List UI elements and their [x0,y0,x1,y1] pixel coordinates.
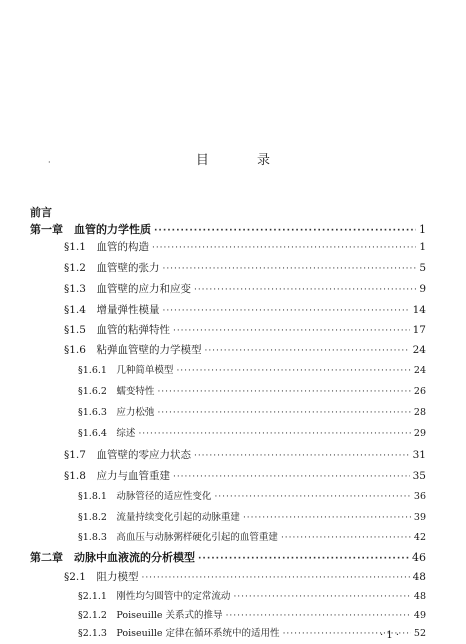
toc-entry-label: §1.6.4 综述 [78,428,136,439]
toc-entry-label: §1.6 粘弹血管壁的力学模型 [64,344,202,356]
toc-section [64,302,426,319]
toc-entry-page: 26 [413,386,426,397]
toc-section [64,260,426,277]
dot-leader [214,489,410,505]
toc-entry-label: §1.6.1 几种简单模型 [78,365,174,376]
page-title: 目 录 [195,153,293,168]
toc-subsection [78,510,426,526]
dot-leader [176,363,410,379]
toc-entry-label: §1.3 血管壁的应力和应变 [64,283,191,295]
toc-entry-page: 52 [413,628,426,639]
toc-entry-label: §2.1.1 刚性均匀圆管中的定常流动 [78,591,231,602]
toc-section [64,342,426,359]
toc-entry-label: §1.1 血管的构造 [64,241,149,253]
toc-entry-label: §1.8 应力与血管重建 [64,470,170,482]
toc-section [64,239,426,256]
toc-entry-page: 29 [413,428,426,439]
toc-entry-page: 1 [419,223,426,236]
toc-entry-label: §1.6.2 蠕变特性 [78,386,155,397]
dot-leader [141,570,409,586]
dot-leader [194,282,416,298]
toc-entry-page: 39 [413,512,426,523]
toc-entry-page: 46 [412,551,426,564]
toc-subsection [78,426,426,442]
toc-entry-page: 17 [412,324,426,336]
toc-entry-page: 48 [412,571,426,583]
dot-leader [194,448,410,464]
dot-leader [162,303,409,319]
dot-leader [226,608,411,624]
toc-subsection [78,363,426,379]
toc-entry-page: 14 [412,304,426,316]
toc-entry-label: §1.5 血管的粘弹特性 [64,324,170,336]
toc-subsection [78,608,426,624]
toc-entry-label: §1.6.3 应力松弛 [78,407,155,418]
toc-preface [30,205,52,221]
toc-entry-page: 31 [412,449,426,461]
dot-leader [138,426,410,442]
toc-section [64,569,426,586]
toc-section [64,322,426,339]
toc-chapter-2 [30,550,426,567]
dot-leader [173,469,410,485]
toc-entry-page: 9 [419,283,426,295]
stray-mark: · [48,158,51,167]
toc-subsection [78,626,426,642]
dot-leader [157,384,410,400]
dot-leader [243,510,411,526]
toc-entry-page: 49 [413,610,426,621]
toc-entry-label: §2.1.3 Poiseuille 定律在循环系统中的适用性 [78,628,280,639]
toc-entry-label: §1.4 增量弹性模量 [64,304,160,316]
dot-leader [154,223,416,239]
dot-leader [204,343,409,359]
dot-leader [233,589,410,605]
preface-label: 前言 [30,206,52,219]
toc-entry-page: 28 [413,407,426,418]
toc-section [64,447,426,464]
toc-subsection [78,405,426,421]
toc-entry-page: 1 [419,241,426,253]
toc-subsection [78,589,426,605]
toc-entry-label: §1.8.1 动脉管径的适应性变化 [78,491,212,502]
toc-entry-page: 36 [413,491,426,502]
toc-section [64,281,426,298]
dot-leader [152,240,416,256]
toc-chapter-1 [30,222,426,239]
page-number: · 1 · [380,630,400,641]
dot-leader [173,323,410,339]
toc-subsection [78,384,426,400]
dot-leader [198,551,409,567]
toc-section [64,468,426,485]
toc-entry-label: §1.8.3 高血压与动脉粥样硬化引起的血管重建 [78,532,278,543]
toc-entry-page: 48 [413,591,426,602]
toc-entry-page: 35 [412,470,426,482]
toc-entry-label: §1.8.2 流量持续变化引起的动脉重建 [78,512,240,523]
toc-subsection [78,530,426,546]
toc-entry-page: 5 [419,262,426,274]
toc-entry-label: 第二章 动脉中血液流的分析模型 [30,551,195,564]
toc-entry-label: §2.1.2 Poiseuille 关系式的推导 [78,610,223,621]
toc-entry-label: §1.2 血管壁的张力 [64,262,160,274]
toc-entry-label: 第一章 血管的力学性质 [30,223,151,236]
dot-leader [157,405,410,421]
dot-leader [281,530,411,546]
toc-entry-page: 24 [413,365,426,376]
toc-entry-page: 42 [413,532,426,543]
toc-entry-label: §2.1 阻力模型 [64,571,139,583]
toc-subsection [78,489,426,505]
toc-entry-label: §1.7 血管壁的零应力状态 [64,449,191,461]
toc-entry-page: 24 [412,344,426,356]
dot-leader [162,261,416,277]
